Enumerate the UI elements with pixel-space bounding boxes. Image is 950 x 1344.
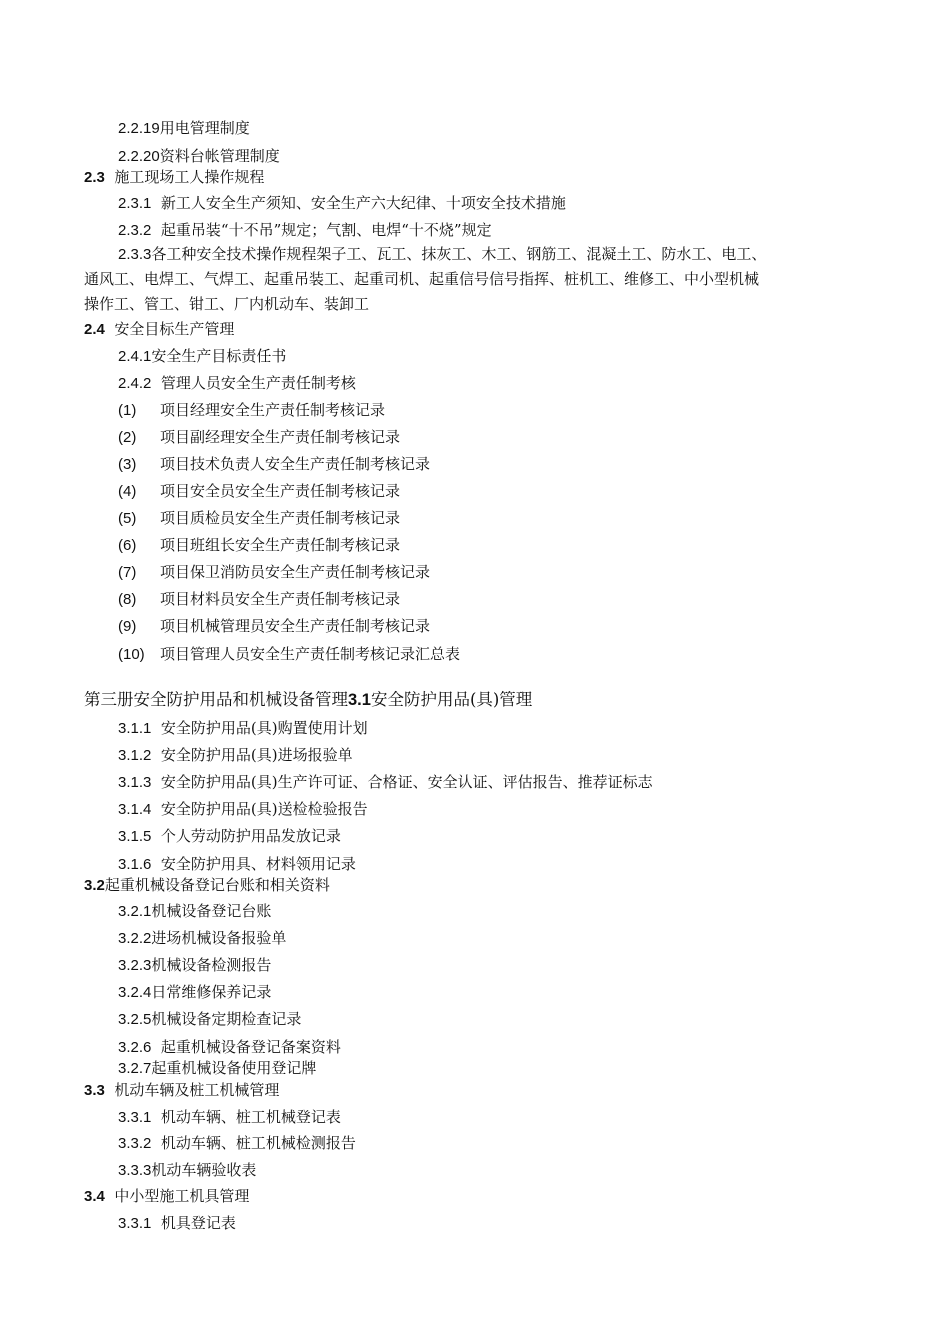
line-3-3-1: 3.3.1 机动车辆、桩工机械登记表 — [118, 1108, 341, 1126]
line-2-3-1: 2.3.1 新工人安全生产须知、安全生产六大纪律、十项安全技术措施 — [118, 194, 566, 212]
line-2-2-19: 2.2.19用电管理制度 — [118, 119, 250, 137]
list-item: (1) 项目经理安全生产责任制考核记录 — [118, 401, 386, 419]
list-item: (6) 项目班组长安全生产责任制考核记录 — [118, 536, 401, 554]
heading-2-4: 2.4 安全目标生产管理 — [84, 320, 235, 338]
line-3-3-2: 3.3.2 机动车辆、桩工机械检测报告 — [118, 1134, 356, 1152]
line-3-2-2: 3.2.2进场机械设备报验单 — [118, 929, 287, 947]
line-2-3-3-cont-2: 操作工、管工、钳工、厂内机动车、装卸工 — [84, 295, 370, 313]
line-2-3-3: 2.3.3各工种安全技术操作规程架子工、瓦工、抹灰工、木工、钢筋工、混凝土工、防水工、电工、 — [118, 245, 767, 263]
list-item: (9) 项目机械管理员安全生产责任制考核记录 — [118, 617, 431, 635]
line-3-1-4: 3.1.4 安全防护用品(具)送检检验报告 — [118, 800, 368, 818]
heading-3-2: 3.2起重机械设备登记台账和相关资料 — [84, 876, 330, 894]
list-item: (7) 项目保卫消防员安全生产责任制考核记录 — [118, 563, 431, 581]
line-3-1-1: 3.1.1 安全防护用品(具)购置使用计划 — [118, 719, 368, 737]
line-3-2-1: 3.2.1机械设备登记台账 — [118, 902, 272, 920]
line-2-3-3-cont-1: 通风工、电焊工、气焊工、起重吊装工、起重司机、起重信号信号指挥、桩机工、维修工、中小型机械 — [84, 270, 760, 288]
list-item: (3) 项目技术负责人安全生产责任制考核记录 — [118, 455, 431, 473]
line-3-1-5: 3.1.5 个人劳动防护用品发放记录 — [118, 827, 341, 845]
line-2-2-20: 2.2.20资料台帐管理制度 — [118, 147, 280, 165]
line-3-1-6: 3.1.6 安全防护用具、材料领用记录 — [118, 855, 356, 873]
list-item: (8) 项目材料员安全生产责任制考核记录 — [118, 590, 401, 608]
line-2-4-1: 2.4.1安全生产目标责任书 — [118, 347, 287, 365]
heading-3-3: 3.3 机动车辆及桩工机械管理 — [84, 1081, 280, 1099]
part-3-heading: 第三册安全防护用品和机械设备管理3.1安全防护用品(具)管理 — [84, 690, 533, 709]
line-3-2-3: 3.2.3机械设备检测报告 — [118, 956, 272, 974]
line-2-3-2: 2.3.2 起重吊装“十不吊”规定；气割、电焊“十不烧”规定 — [118, 221, 492, 239]
line-3-4-1: 3.3.1 机具登记表 — [118, 1214, 236, 1232]
line-3-1-3: 3.1.3 安全防护用品(具)生产许可证、合格证、安全认证、评估报告、推荐证标志 — [118, 773, 653, 791]
line-3-2-5: 3.2.5机械设备定期检查记录 — [118, 1010, 302, 1028]
line-3-1-2: 3.1.2 安全防护用品(具)进场报验单 — [118, 746, 353, 764]
line-3-2-7: 3.2.7起重机械设备使用登记牌 — [118, 1059, 317, 1077]
list-item: (4) 项目安全员安全生产责任制考核记录 — [118, 482, 401, 500]
heading-2-3: 2.3 施工现场工人操作规程 — [84, 168, 265, 186]
list-item: (5) 项目质检员安全生产责任制考核记录 — [118, 509, 401, 527]
heading-3-4: 3.4 中小型施工机具管理 — [84, 1187, 250, 1205]
list-item: (2) 项目副经理安全生产责任制考核记录 — [118, 428, 401, 446]
line-3-2-4: 3.2.4日常维修保养记录 — [118, 983, 272, 1001]
list-item: (10) 项目管理人员安全生产责任制考核记录汇总表 — [118, 645, 461, 663]
line-3-3-3: 3.3.3机动车辆验收表 — [118, 1161, 257, 1179]
line-3-2-6: 3.2.6 起重机械设备登记备案资料 — [118, 1038, 341, 1056]
line-2-4-2: 2.4.2 管理人员安全生产责任制考核 — [118, 374, 356, 392]
